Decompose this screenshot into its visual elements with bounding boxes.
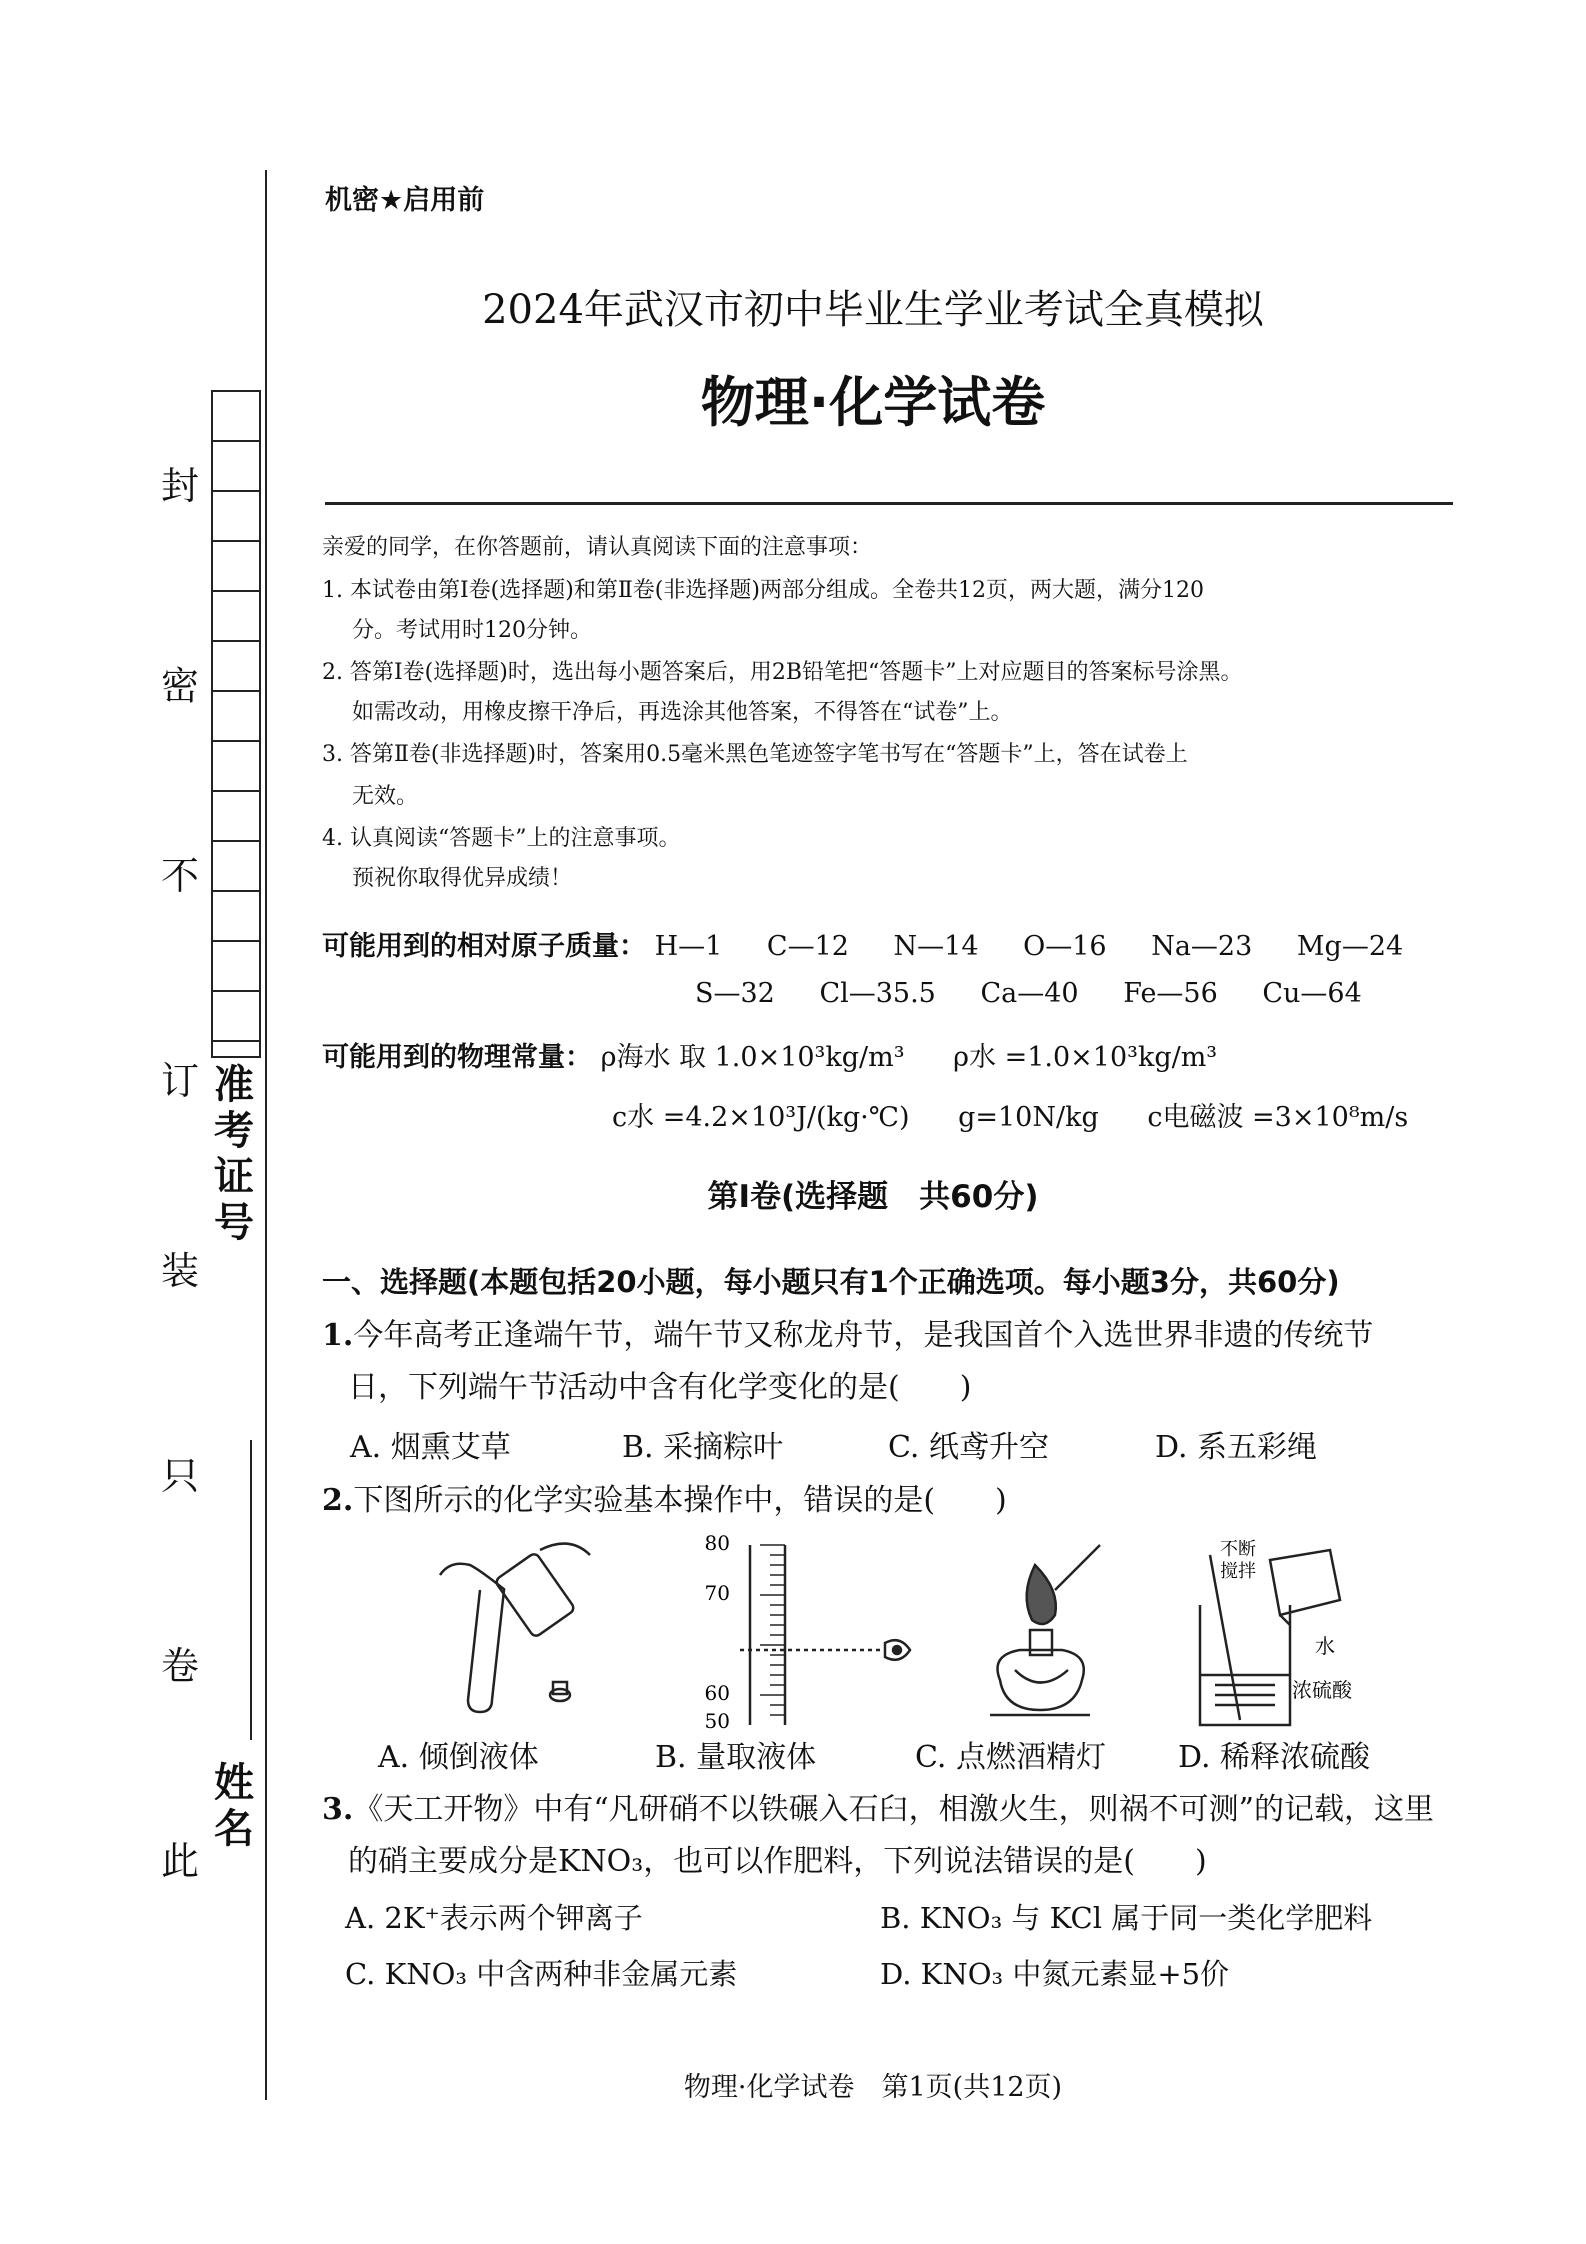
q1-option-c[interactable]: C. 纸鸢升空 (888, 1430, 1049, 1465)
title-divider (325, 502, 1453, 505)
q2-option-c[interactable]: C. 点燃酒精灯 (915, 1740, 1106, 1775)
q1-option-a[interactable]: A. 烟熏艾草 (350, 1430, 511, 1465)
question-number: 1. (322, 1318, 354, 1353)
figure-label: 不断 (1220, 1539, 1256, 1560)
question-stem: 今年高考正逢端午节，端午节又称龙舟节，是我国首个入选世界非遗的传统节 (353, 1318, 1374, 1353)
seal-char: 封 (160, 464, 199, 508)
figure-alcohol-lamp (960, 1535, 1120, 1730)
cylinder-tick: 60 (704, 1681, 730, 1705)
seal-char: 此 (160, 1839, 199, 1883)
atomic-mass-item: N—14 (893, 931, 979, 962)
notice-item: 分。考试用时120分钟。 (352, 618, 592, 643)
seal-char: 不 (160, 854, 199, 898)
figure-label: 浓硫酸 (1292, 1678, 1352, 1702)
name-label: 姓 名 (214, 1760, 254, 1852)
atomic-mass-item: H—1 (654, 931, 723, 962)
q2-option-b[interactable]: B. 量取液体 (655, 1740, 817, 1775)
question-2 (322, 1475, 1007, 1527)
seal-char: 只 (160, 1454, 199, 1498)
cylinder-tick: 80 (704, 1535, 730, 1555)
atomic-mass-item: Cu—64 (1262, 978, 1362, 1009)
page-footer: 物理·化学试卷 第1页(共12页) (683, 2072, 1063, 2103)
constant-item: g=10N/kg (958, 1102, 1099, 1133)
question-1 (322, 1310, 1373, 1414)
seal-char: 卷 (160, 1644, 199, 1688)
q3-option-d[interactable]: D. KNO₃ 中氮元素显+5价 (880, 1957, 1230, 1991)
atomic-mass-row (695, 978, 1398, 1009)
notice-item: 4. 认真阅读“答题卡”上的注意事项。 (322, 826, 681, 851)
exam-id-label: 准 考 证 号 (214, 1062, 254, 1246)
figure-pour-liquid (410, 1530, 610, 1730)
atomic-mass-item: S—32 (695, 978, 775, 1009)
q1-option-d[interactable]: D. 系五彩绳 (1155, 1430, 1318, 1465)
question-stem: 日，下列端午节活动中含有化学变化的是( ) (348, 1370, 972, 1405)
cylinder-tick: 50 (704, 1709, 730, 1730)
q3-option-a[interactable]: A. 2K⁺表示两个钾离子 (345, 1901, 643, 1935)
question-stem: 下图所示的化学实验基本操作中，错误的是( ) (353, 1483, 1007, 1518)
seal-char: 装 (160, 1249, 199, 1293)
atomic-mass-item: O—16 (1023, 931, 1107, 962)
exam-id-boxes[interactable] (211, 390, 261, 1058)
question-number: 2. (322, 1483, 354, 1518)
q1-option-b[interactable]: B. 采摘粽叶 (622, 1430, 784, 1465)
constants-row (322, 1035, 1217, 1074)
atomic-mass-item: Na—23 (1151, 931, 1253, 962)
q3-option-b[interactable]: B. KNO₃ 与 KCl 属于同一类化学肥料 (880, 1901, 1373, 1935)
notice-intro: 亲爱的同学，在你答题前，请认真阅读下面的注意事项： (322, 535, 873, 560)
atomic-mass-item: Cl—35.5 (819, 978, 936, 1009)
constant-item: ρ水 =1.0×10³kg/m³ (953, 1042, 1218, 1073)
q2-option-d[interactable]: D. 稀释浓硫酸 (1178, 1740, 1371, 1775)
q2-option-a[interactable]: A. 倾倒液体 (378, 1740, 539, 1775)
atomic-mass-item: Fe—56 (1123, 978, 1218, 1009)
question-3 (322, 1784, 1434, 1888)
notice-item: 预祝你取得优异成绩！ (352, 866, 573, 891)
atomic-mass-row (322, 924, 1439, 963)
notice-item: 无效。 (352, 784, 419, 809)
secret-label: 机密★启用前 (325, 185, 485, 216)
figure-dilute-acid (1180, 1535, 1380, 1735)
figure-label: 水 (1315, 1634, 1335, 1658)
seal-char: 密 (160, 664, 199, 708)
section-heading: 第Ⅰ卷(选择题 共60分) (707, 1179, 1039, 1215)
constant-item: c电磁波 =3×10⁸m/s (1147, 1102, 1409, 1133)
q3-option-c[interactable]: C. KNO₃ 中含两种非金属元素 (345, 1957, 738, 1991)
seal-char: 订 (160, 1059, 199, 1103)
binding-line (265, 170, 267, 2100)
question-number: 3. (322, 1792, 354, 1827)
cylinder-tick: 70 (704, 1581, 730, 1605)
atomic-mass-item: Ca—40 (980, 978, 1079, 1009)
figure-label: 搅拌 (1220, 1561, 1256, 1582)
notice-item: 1. 本试卷由第Ⅰ卷(选择题)和第Ⅱ卷(非选择题)两部分组成。全卷共12页，两大题，满分120 (322, 578, 1204, 603)
constant-item: c水 =4.2×10³J/(kg·℃) (612, 1102, 910, 1133)
notice-item: 3. 答第Ⅱ卷(非选择题)时，答案用0.5毫米黑色笔迹签字笔书写在“答题卡”上，答在试卷上 (322, 742, 1188, 767)
exam-subtitle: 物理·化学试卷 (700, 371, 1046, 434)
notice-item: 2. 答第Ⅰ卷(选择题)时，选出每小题答案后，用2B铅笔把“答题卡”上对应题目的答案标号涂黑。 (322, 660, 1243, 685)
question-stem: 的硝主要成分是KNO₃，也可以作肥料，下列说法错误的是( ) (348, 1844, 1207, 1879)
question-stem: 《天工开物》中有“凡研硝不以铁碾入石臼，相激火生，则祸不可测”的记载，这里 (353, 1792, 1435, 1827)
figure-graduated-cylinder (700, 1535, 930, 1730)
constants-row (612, 1095, 1408, 1134)
constants-label: 可能用到的物理常量： (322, 1042, 592, 1073)
constant-item: ρ海水 取 1.0×10³kg/m³ (600, 1042, 905, 1073)
name-underline[interactable] (250, 1440, 252, 1740)
atomic-mass-item: C—12 (766, 931, 849, 962)
notice-item: 如需改动，用橡皮擦干净后，再选涂其他答案，不得答在“试卷”上。 (352, 700, 1013, 725)
atomic-mass-item: Mg—24 (1296, 931, 1404, 962)
part-heading: 一、选择题(本题包括20小题，每小题只有1个正确选项。每小题3分，共60分) (322, 1265, 1340, 1299)
atomic-mass-label: 可能用到的相对原子质量： (322, 931, 646, 962)
exam-title: 2024年武汉市初中毕业生学业考试全真模拟 (482, 287, 1264, 333)
